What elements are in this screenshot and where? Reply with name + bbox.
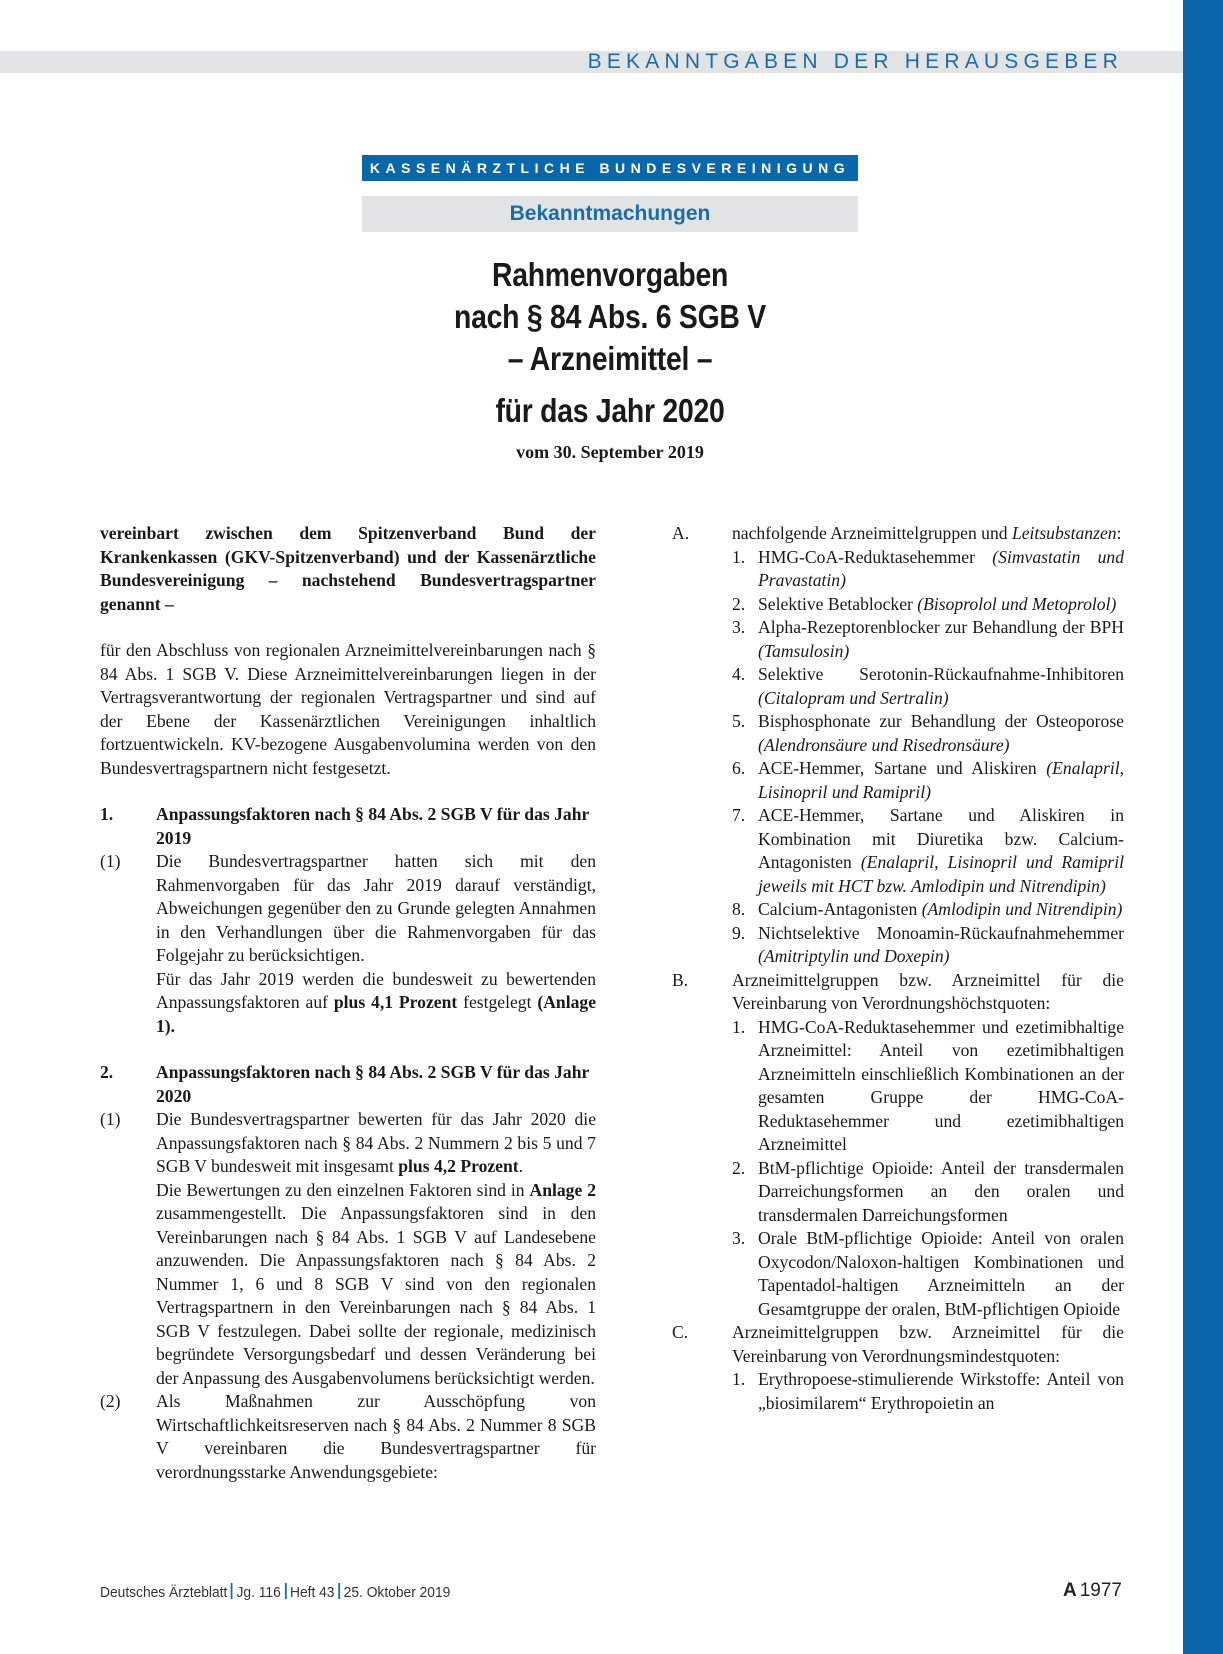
list-letter: B. <box>672 969 689 990</box>
para-text: Die Bewertungen zu den einzelnen Faktoren sind in <box>156 1179 530 1200</box>
list-item <box>732 1016 1124 1157</box>
title-line-1: Rahmenvorgaben <box>491 256 729 293</box>
para-text: . <box>518 1156 524 1176</box>
para-text: Für das Jahr 2019 werden die bundesweit zu bewertenden Anpassungsfaktoren auf <box>156 968 596 1012</box>
section-title: Anpassungsfaktoren nach § 84 Abs. 2 SGB V für das Jahr 2019 <box>156 804 589 848</box>
list-item-number: 1. <box>732 1016 746 1037</box>
title-line-3: – Arzneimittel – <box>507 340 713 377</box>
section-number: 1. <box>100 804 114 824</box>
footer-citation <box>100 1583 450 1601</box>
para-text: zusammengestellt. Die Anpassungsfaktoren sind in den Vereinbarungen nach § 84 Abs. 1 SGB V auf Landesebene anzuwenden. Die Anpassungsfaktoren nach § 84 Abs. 2 Nummer 1, 6 und 8 SGB V sind von den regionalen Vertragspartnern in den Vereinbarungen nach § 84 Abs. 1 SGB V festzulegen. Dabei sollte der regionale, medizinisch begründete Versorgungsbedarf und dessen Veränderung bei der Anpassung des Ausgabenvolumens berücksichtigt werden. <box>156 1203 596 1388</box>
list-item-number: 3. <box>732 617 746 637</box>
title-line-4: für das Jahr 2020 <box>495 392 725 429</box>
list-a <box>672 522 1124 969</box>
list-item-number: 1. <box>732 546 746 567</box>
list-item-text: Selektive Serotonin-Rückaufnahme-Inhibitoren (Citalopram und Sertralin) <box>758 664 1124 708</box>
list-item <box>732 1157 1124 1228</box>
list-intro: Arzneimittelgruppen bzw. Arzneimittel für die Vereinbarung von Verordnungsmindestquoten: <box>732 1322 1124 1366</box>
para-emphasis: Anlage 2 <box>529 1179 596 1200</box>
list-item-number: 8. <box>732 899 746 919</box>
list-item-number: 1. <box>732 1369 746 1389</box>
list-item <box>732 546 1124 593</box>
list-item-text: Bisphosphonate zur Behandlung der Osteoporose (Alendronsäure und Risedronsäure) <box>758 711 1124 755</box>
para-number: (2) <box>100 1391 121 1411</box>
list-item-text: BtM-pflichtige Opioide: Anteil der transdermalen Darreichungsformen an den oralen und transdermalen Darreichungsformen <box>758 1157 1124 1225</box>
section-2-heading <box>100 1061 596 1108</box>
list-item-number: 4. <box>732 664 746 684</box>
list-item-number: 5. <box>732 711 746 731</box>
list-item-substances: (Enalapril, Lisinopril und Ramipril jeweils mit HCT bzw. Amlodipin und Nitrendipin) <box>758 852 1124 896</box>
para-text: Die Bundesvertragspartner bewerten für das Jahr 2020 die Anpassungsfaktoren nach § 84 Abs. 2 Nummern 2 bis 5 und 7 SGB V bundesweit mit insgesamt <box>156 1109 596 1176</box>
para-text: Die Bundesvertragspartner hatten sich mit den Rahmenvorgaben für das Jahr 2019 darauf verständigt, Abweichungen gegenüber den zu Grunde gelegten Annahmen in den Verhandlungen über die Rahmenvorgaben für das Folgejahr zu berücksichtigen. <box>156 851 596 965</box>
left-column <box>100 522 596 1484</box>
list-item-text: Orale BtM-pflichtige Opioide: Anteil von oralen Oxycodon/Naloxon-haltigen Kombinationen und Tapentadol-haltigen Arzneimitteln an der Gesamtgruppe der oralen, BtM-pflichtigen Opioide <box>758 1228 1124 1319</box>
right-column <box>672 522 1124 1415</box>
list-c <box>672 1321 1124 1415</box>
list-item-text: Selektive Betablocker (Bisoprolol und Metoprolol) <box>758 593 1117 614</box>
page-prefix: A <box>1062 1580 1077 1601</box>
section-title: Anpassungsfaktoren nach § 84 Abs. 2 SGB V für das Jahr 2020 <box>156 1062 589 1106</box>
list-item <box>732 663 1124 710</box>
para-emphasis: plus 4,1 Prozent <box>333 992 458 1012</box>
list-letter: C. <box>672 1322 689 1342</box>
list-item-substances: (Bisoprolol und Metoprolol) <box>917 593 1117 614</box>
journal-issue: Heft 43 <box>289 1584 335 1601</box>
list-item <box>732 616 1124 663</box>
purpose-paragraph: für den Abschluss von regionalen Arzneimittelvereinbarungen nach § 84 Abs. 1 SGB V. Diese Arzneimittelvereinbarungen liegen in der Vertragsverantwortung der regionalen Vertragspartner und sind auf der Ebene der Kassenärztlichen Vereinigungen inhaltlich fortzuentwickeln. KV-bezogene Ausgabenvolumina werden von den Bundesvertragspartnern nicht festgesetzt. <box>100 640 596 778</box>
list-item-substances: (Alendronsäure und Risedronsäure) <box>758 734 1010 755</box>
side-color-bar <box>1183 0 1223 1654</box>
list-item-number: 6. <box>732 758 746 778</box>
page-number <box>1063 1580 1122 1602</box>
intro-paragraph: vereinbart zwischen dem Spitzenverband Bund der Krankenkassen (GKV-Spitzenverband) und der Kassenärztliche Bundesvereinigung – nachstehend Bundesvertragspartner genannt – <box>100 523 596 614</box>
para-text: festgelegt <box>457 992 538 1012</box>
list-item-substances: (Citalopram und Sertralin) <box>758 687 949 708</box>
list-item-substances: (Tamsulosin) <box>758 640 850 661</box>
list-item <box>732 922 1124 969</box>
page-value: 1977 <box>1079 1580 1122 1601</box>
list-item-substances: (Amlodipin und Nitrendipin) <box>921 899 1123 919</box>
organisation-banner: KASSENÄRZTLICHE BUNDESVEREINIGUNG <box>362 155 858 181</box>
list-intro: : <box>1116 523 1122 543</box>
list-item-number: 2. <box>732 1157 746 1178</box>
list-item-text: HMG-CoA-Reduktasehemmer und ezetimibhaltige Arzneimittel: Anteil von ezetimibhaltigen Arzneimitteln einschließlich Kombinationen an der gesamten Gruppe der HMG-CoA-Reduktasehemmer und ezetimibhaltigen Arzneimittel <box>758 1016 1124 1154</box>
list-intro: nachfolgende Arzneimittelgruppen und <box>732 523 1012 543</box>
para-emphasis: plus 4,2 Prozent <box>398 1156 519 1176</box>
list-item-text: ACE-Hemmer, Sartane und Aliskiren (Enalapril, Lisinopril und Ramipril) <box>758 758 1124 802</box>
page-title <box>397 254 824 432</box>
list-item-substances: (Enalapril, Lisinopril und Ramipril) <box>758 758 1124 802</box>
para-number: (1) <box>100 851 121 871</box>
list-item-text: Nichtselektive Monoamin-Rückaufnahmehemmer (Amitriptylin und Doxepin) <box>758 922 1124 966</box>
list-item-number: 9. <box>732 922 746 943</box>
list-item-substances: (Simvastatin und Pravastatin) <box>758 546 1124 590</box>
journal-volume: Jg. 116 <box>236 1584 281 1601</box>
footer-separator <box>284 1583 286 1599</box>
list-item-number: 2. <box>732 593 746 614</box>
category-banner: Bekanntmachungen <box>362 196 858 232</box>
list-item-text: Calcium-Antagonisten (Amlodipin und Nitrendipin) <box>758 899 1123 919</box>
journal-name: Deutsches Ärzteblatt <box>100 1584 228 1601</box>
list-item <box>732 898 1124 922</box>
para-number: (1) <box>100 1109 121 1129</box>
list-letter: A. <box>672 523 690 543</box>
footer-separator <box>231 1583 233 1599</box>
list-b <box>672 969 1124 1322</box>
list-item-number: 3. <box>732 1228 746 1248</box>
list-item-number: 7. <box>732 805 746 825</box>
list-intro-emphasis: Leitsubstanzen <box>1011 523 1117 543</box>
footer-separator <box>338 1583 340 1599</box>
para-text: Als Maßnahmen zur Ausschöpfung von Wirtschaftlichkeitsreserven nach § 84 Abs. 2 Nummer 8 SGB V vereinbaren die Bundesvertragspartner für verordnungsstarke Anwendungsgebiete: <box>156 1391 596 1482</box>
list-item-text: ACE-Hemmer, Sartane und Aliskiren in Kombination mit Diuretika bzw. Calcium-Antagonisten (Enalapril, Lisinopril und Ramipril jeweils mit HCT bzw. Amlodipin und Nitrendipin) <box>758 805 1124 896</box>
section-1-para-1 <box>100 850 596 1038</box>
section-number: 2. <box>100 1062 114 1082</box>
list-item <box>732 1227 1124 1321</box>
section-2-para-2 <box>100 1390 596 1484</box>
list-item-text: HMG-CoA-Reduktasehemmer (Simvastatin und Pravastatin) <box>758 546 1124 590</box>
journal-date: 25. Oktober 2019 <box>343 1584 451 1601</box>
section-1-heading <box>100 803 596 850</box>
publication-date: vom 30. September 2019 <box>516 442 704 462</box>
list-item <box>732 804 1124 898</box>
list-item <box>732 593 1124 617</box>
list-item <box>732 710 1124 757</box>
list-item <box>732 1368 1124 1415</box>
title-line-2: nach § 84 Abs. 6 SGB V <box>454 298 766 335</box>
list-item <box>732 757 1124 804</box>
list-intro: Arzneimittelgruppen bzw. Arzneimittel für die Vereinbarung von Verordnungshöchstquoten: <box>732 969 1124 1013</box>
para-emphasis: (Anlage 1). <box>156 992 596 1036</box>
section-2-para-1 <box>100 1108 596 1390</box>
list-item-text: Erythropoese-stimulierende Wirkstoffe: Anteil von „biosimilarem“ Erythropoietin an <box>758 1369 1124 1413</box>
section-header: BEKANNTGABEN DER HERAUSGEBER <box>587 50 1123 73</box>
list-item-substances: (Amitriptylin und Doxepin) <box>758 946 950 966</box>
list-item-text: Alpha-Rezeptorenblocker zur Behandlung der BPH (Tamsulosin) <box>758 617 1124 661</box>
